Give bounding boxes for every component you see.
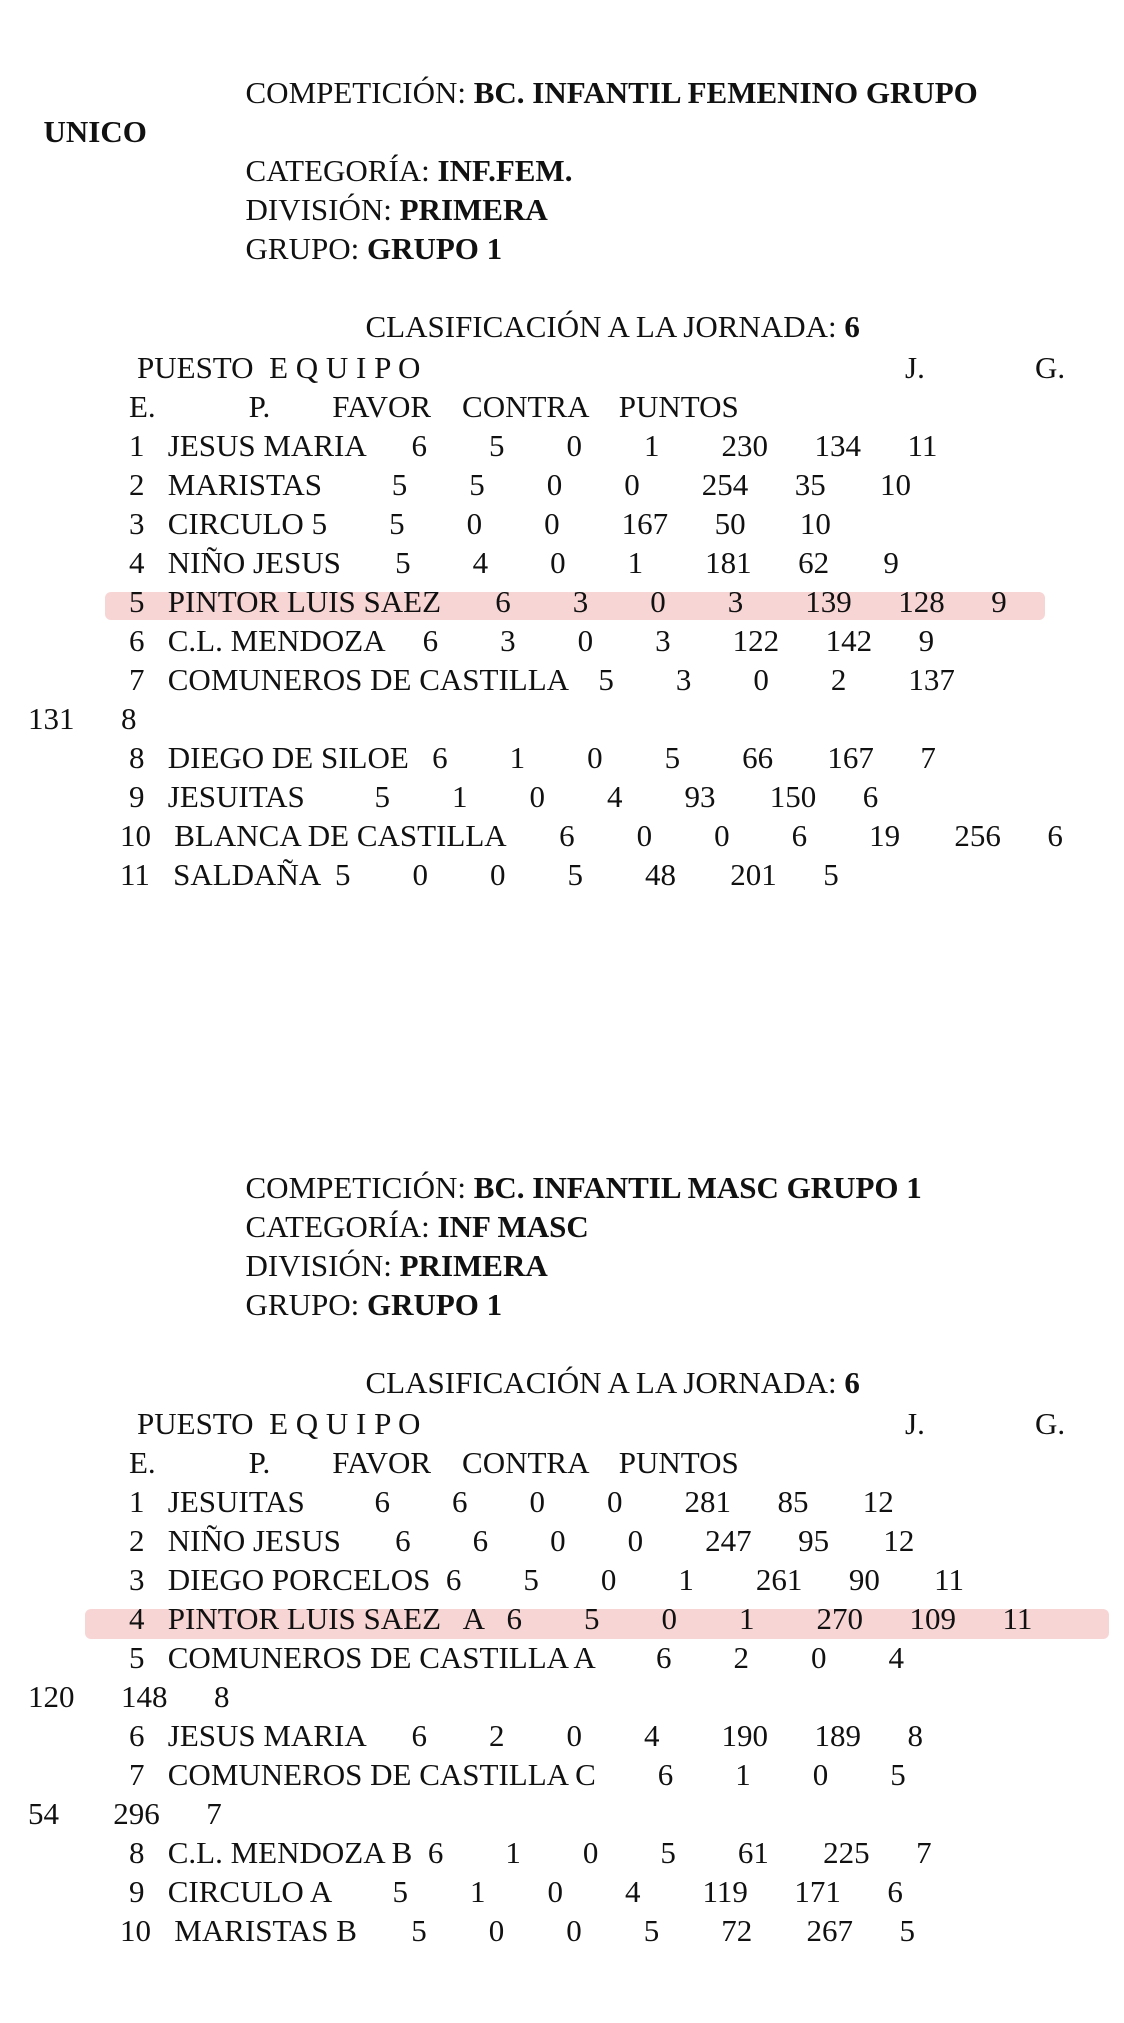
category-label: CATEGORÍA:: [245, 153, 438, 188]
competition-value-continued: UNICO: [43, 114, 147, 149]
category-value: INF MASC: [437, 1209, 589, 1244]
standings-label: CLASIFICACIÓN A LA JORNADA:: [365, 309, 845, 344]
division-label: DIVISIÓN:: [245, 1248, 400, 1283]
table-header-2: E. P. FAVOR CONTRA PUNTOS: [129, 1445, 739, 1480]
table-row: 10 MARISTAS B 5 0 0 5 72 267 5: [120, 1913, 915, 1948]
division-value: PRIMERA: [399, 1248, 548, 1283]
table-row: 6 C.L. MENDOZA 6 3 0 3 122 142 9: [129, 623, 935, 658]
division-label: DIVISIÓN:: [245, 192, 400, 227]
table-row: 6 JESUS MARIA 6 2 0 4 190 189 8: [129, 1718, 923, 1753]
table-row: 2 MARISTAS 5 5 0 0 254 35 10: [129, 467, 912, 502]
category-value: INF.FEM.: [437, 153, 573, 188]
standings-title: [350, 268, 860, 346]
table-row: 7 COMUNEROS DE CASTILLA 5 3 0 2 137: [129, 662, 955, 697]
group-value: GRUPO 1: [366, 1287, 503, 1322]
table-row: 9 CIRCULO A 5 1 0 4 119 171 6: [129, 1874, 903, 1909]
table-row: 2 NIÑO JESUS 6 6 0 0 247 95 12: [129, 1523, 915, 1558]
table-row: 3 CIRCULO 5 5 0 0 167 50 10: [129, 506, 831, 541]
competition-value: BC. INFANTIL FEMENINO GRUPO: [473, 75, 978, 110]
category-label: CATEGORÍA:: [245, 1209, 438, 1244]
competition-value: BC. INFANTIL MASC GRUPO 1: [473, 1170, 922, 1205]
table-header-1: PUESTO E Q U I P O: [137, 1406, 421, 1441]
group-value: GRUPO 1: [366, 231, 503, 266]
table-row: 9 JESUITAS 5 1 0 4 93 150 6: [129, 779, 879, 814]
table-row: 4 NIÑO JESUS 5 4 0 1 181 62 9: [129, 545, 899, 580]
division-value: PRIMERA: [399, 192, 548, 227]
table-header-g: G.: [1035, 1406, 1066, 1441]
table-header-j: J.: [905, 350, 925, 385]
table-header-j: J.: [905, 1406, 925, 1441]
standings-title: [350, 1324, 860, 1402]
table-row: 11 SALDAÑA 5 0 0 5 48 201 5: [120, 857, 839, 892]
standings-round: 6: [844, 1365, 860, 1400]
competition-line: [230, 34, 978, 112]
standings-label: CLASIFICACIÓN A LA JORNADA:: [365, 1365, 845, 1400]
table-header-g: G.: [1035, 350, 1066, 385]
table-row-highlighted: 5 PINTOR LUIS SAEZ 6 3 0 3 139 128 9: [129, 584, 1007, 619]
table-row: 1 JESUITAS 6 6 0 0 281 85 12: [129, 1484, 894, 1519]
group-line: [230, 190, 502, 268]
competition-label: COMPETICIÓN:: [245, 1170, 474, 1205]
table-row: 8 DIEGO DE SILOE 6 1 0 5 66 167 7: [129, 740, 936, 775]
table-row-wrap: 54 296 7: [28, 1796, 222, 1831]
table-row: 10 BLANCA DE CASTILLA 6 0 0 6 19 256 6: [120, 818, 1063, 853]
table-row: 5 COMUNEROS DE CASTILLA A 6 2 0 4: [129, 1640, 905, 1675]
table-row-wrap: 131 8: [28, 701, 137, 736]
competition-label: COMPETICIÓN:: [245, 75, 474, 110]
group-label: GRUPO:: [245, 231, 367, 266]
table-row: 1 JESUS MARIA 6 5 0 1 230 134 11: [129, 428, 938, 463]
table-row-highlighted: 4 PINTOR LUIS SAEZ A 6 5 0 1 270 109 11: [129, 1601, 1033, 1636]
table-row: 8 C.L. MENDOZA B 6 1 0 5 61 225 7: [129, 1835, 932, 1870]
table-row: 7 COMUNEROS DE CASTILLA C 6 1 0 5: [129, 1757, 906, 1792]
table-header-1: PUESTO E Q U I P O: [137, 350, 421, 385]
table-row: 3 DIEGO PORCELOS 6 5 0 1 261 90 11: [129, 1562, 965, 1597]
standings-round: 6: [844, 309, 860, 344]
group-line: [230, 1246, 502, 1324]
group-label: GRUPO:: [245, 1287, 367, 1322]
table-header-2: E. P. FAVOR CONTRA PUNTOS: [129, 389, 739, 424]
table-row-wrap: 120 148 8: [28, 1679, 230, 1714]
